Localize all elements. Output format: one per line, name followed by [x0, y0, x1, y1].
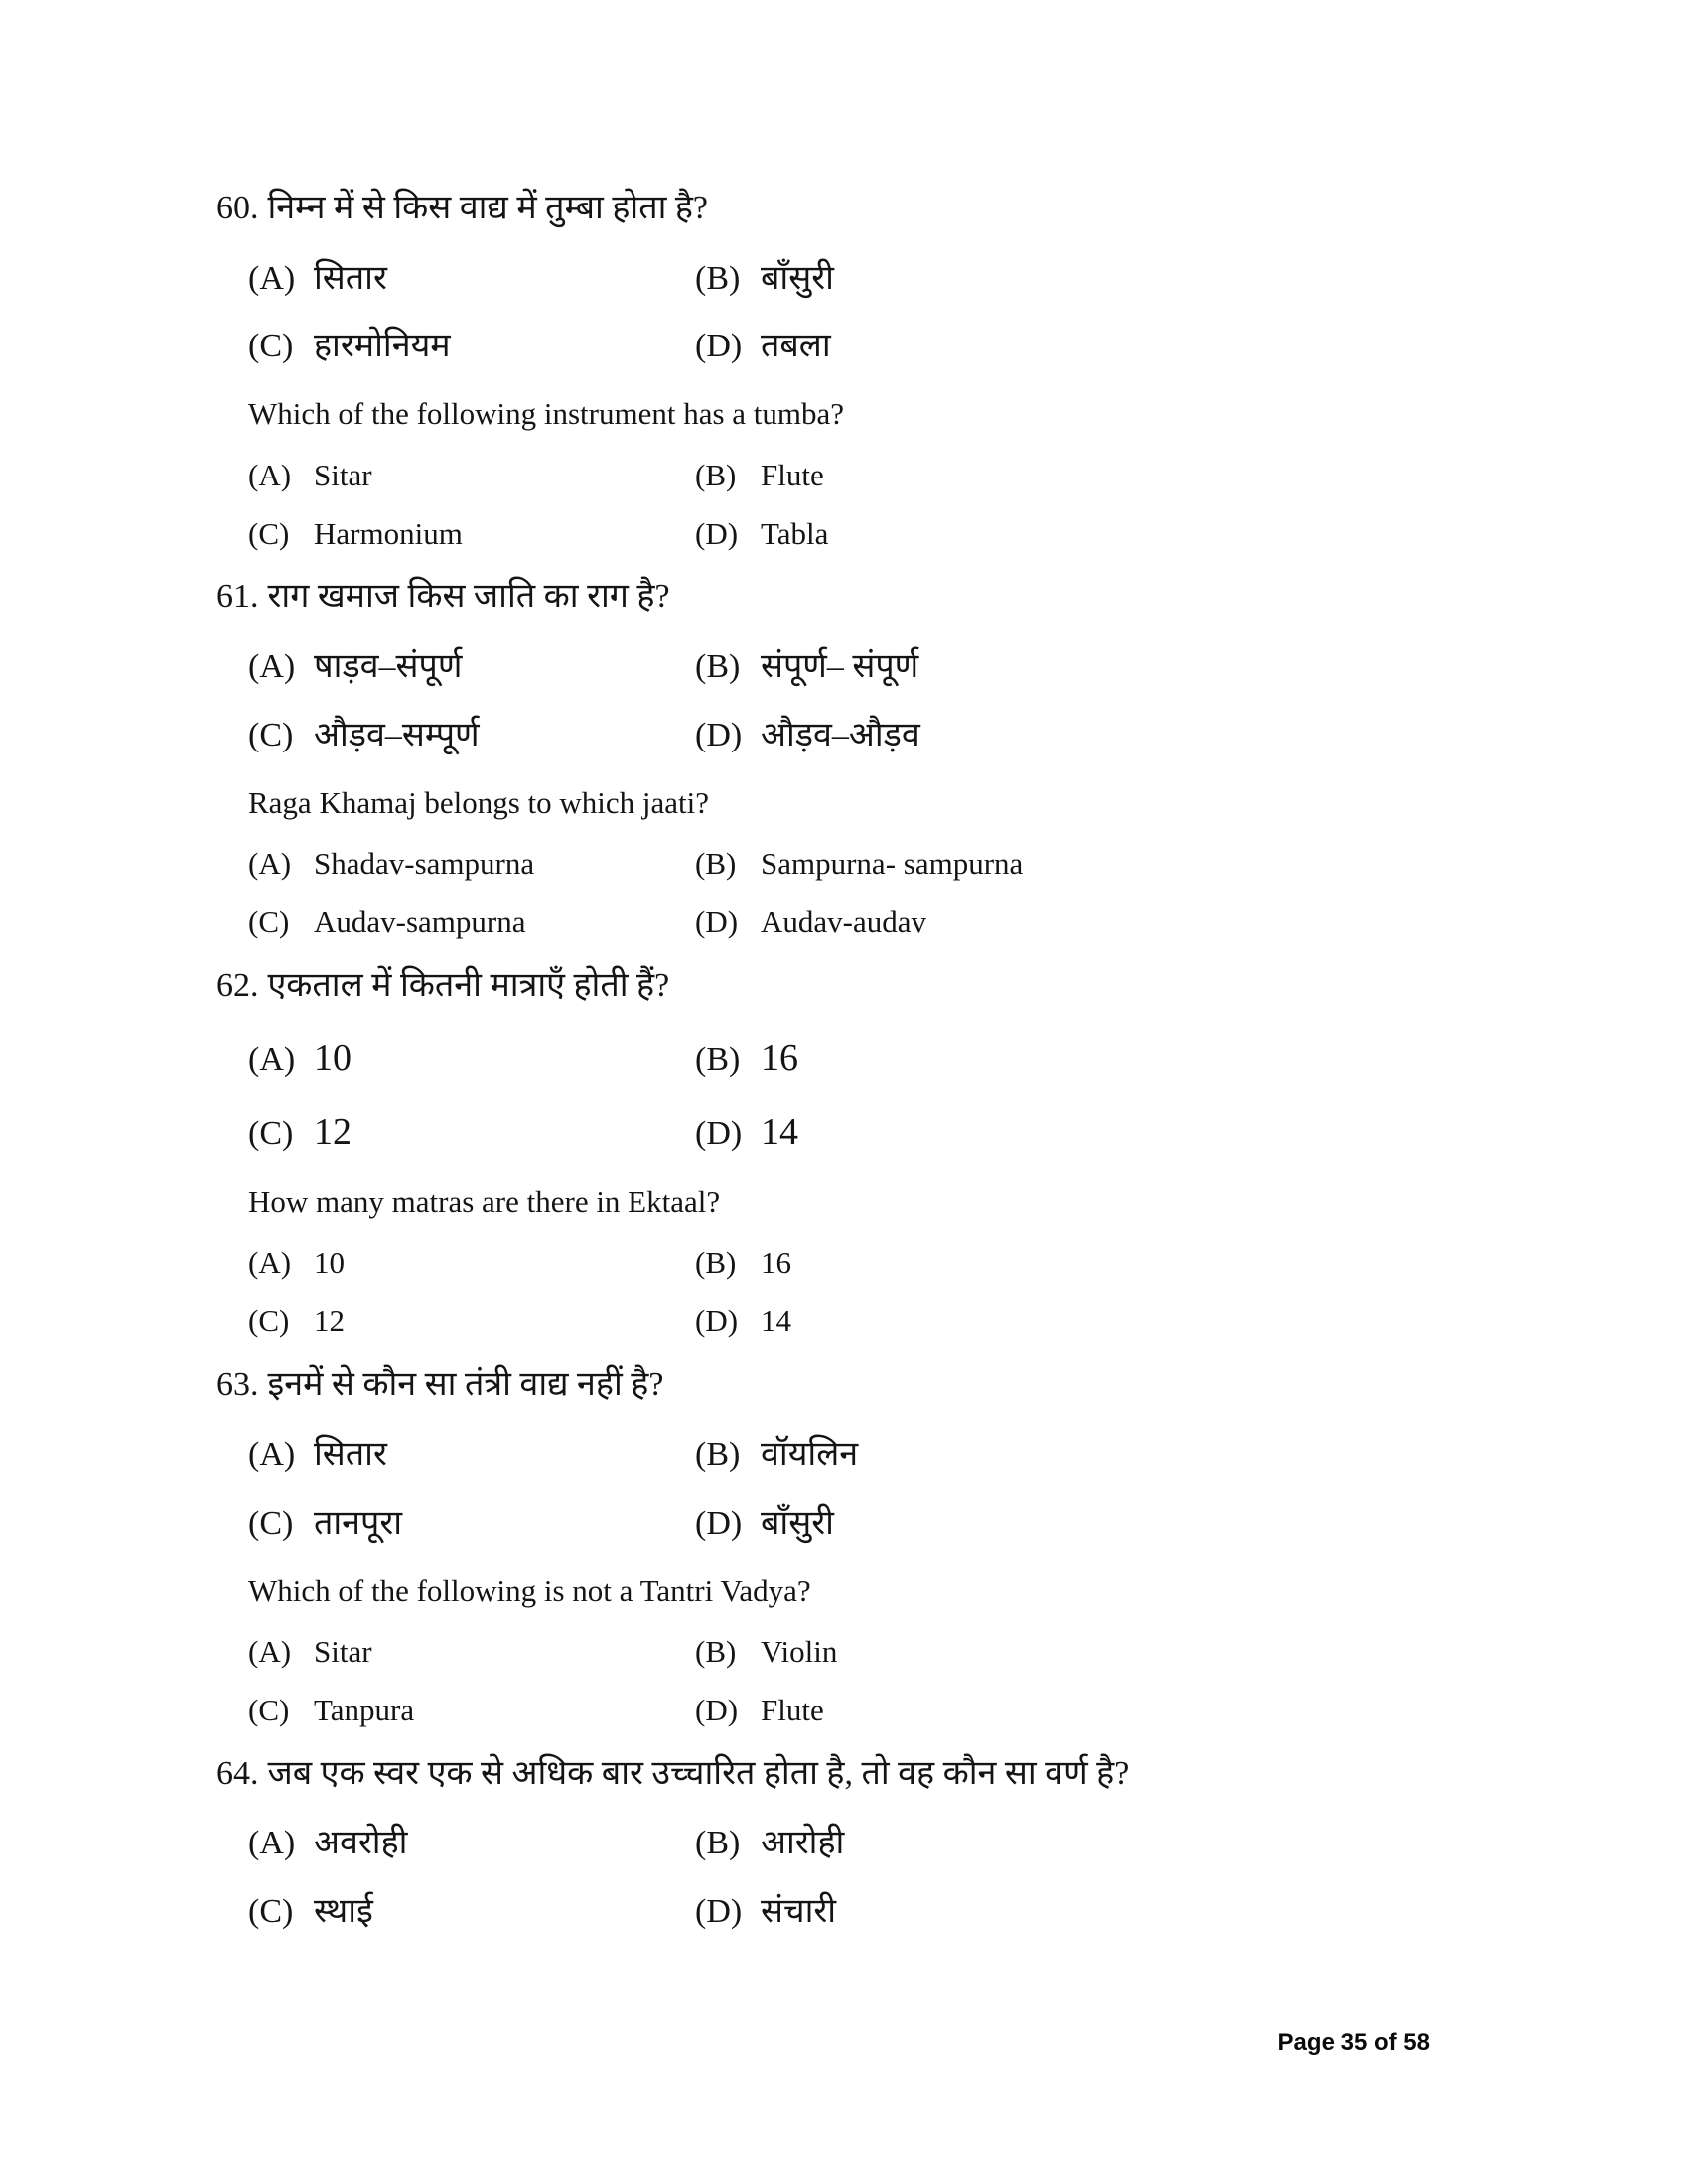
footer-current-page: 35 [1340, 2029, 1368, 2056]
option-d-text: संचारी [761, 1893, 837, 1931]
option-c-text: औड़व–सम्पूर्ण [314, 716, 480, 753]
options-english [216, 843, 1497, 960]
option-d-text: Tabla [761, 515, 829, 551]
option-d-label: (D) [695, 1114, 743, 1152]
question-number: 61. [216, 578, 259, 615]
question-text-english: Which of the following is not a Tantri Vadya? [248, 1572, 811, 1608]
options-hindi [216, 1433, 1497, 1570]
option-b-text: आरोही [761, 1825, 845, 1862]
footer-of-label: of [1373, 2029, 1397, 2056]
option-c-label: (C) [248, 1692, 290, 1727]
option-d-label: (D) [695, 1504, 743, 1542]
option-c-text: Tanpura [314, 1692, 415, 1727]
option-d-text: तबला [761, 328, 831, 365]
option-b [695, 1433, 1497, 1478]
question-line-hindi [216, 962, 1497, 1010]
option-c-text: तानपूरा [314, 1504, 403, 1542]
options-hindi [216, 1033, 1497, 1181]
option-d [695, 1107, 1497, 1158]
option-c [248, 901, 695, 943]
question-line-hindi [216, 185, 1497, 232]
option-d-text: Flute [761, 1692, 824, 1727]
option-c [248, 513, 695, 555]
option-c-label: (C) [248, 904, 290, 940]
option-a-text: Sitar [314, 1633, 372, 1669]
option-b [695, 256, 1497, 302]
footer-page-label: Page [1277, 2029, 1335, 2056]
option-c-text: स्थाई [314, 1893, 373, 1931]
option-b-label: (B) [695, 1245, 737, 1281]
option-a [248, 1433, 695, 1478]
option-d-text: 14 [761, 1303, 791, 1339]
option-d [695, 1690, 1497, 1731]
option-d [695, 1300, 1497, 1342]
option-d-label: (D) [695, 1893, 743, 1931]
option-b-text: संपूर्ण– संपूर्ण [761, 648, 919, 686]
option-a [248, 644, 695, 690]
question-block-61 [216, 573, 1497, 959]
option-b [695, 1821, 1497, 1866]
option-b-label: (B) [695, 648, 741, 686]
option-c-label: (C) [248, 515, 290, 551]
question-text-hindi: जब एक स्वर एक से अधिक बार उच्चारित होता है, तो वह कौन सा वर्ण है? [267, 1754, 1130, 1792]
option-a-label: (A) [248, 457, 292, 492]
option-b-label: (B) [695, 259, 741, 297]
option-a-label: (A) [248, 1040, 296, 1078]
option-b [695, 843, 1497, 885]
option-d-label: (D) [695, 716, 743, 753]
option-d-text: Audav-audav [761, 904, 926, 940]
option-a-label: (A) [248, 1245, 292, 1281]
option-d [695, 1889, 1497, 1935]
option-c-label: (C) [248, 1504, 294, 1542]
question-text-hindi: राग खमाज किस जाति का राग है? [267, 578, 670, 615]
option-c-label: (C) [248, 1303, 290, 1339]
question-number: 60. [216, 190, 259, 226]
option-c-text: 12 [314, 1303, 345, 1339]
option-c [248, 713, 695, 758]
page-content [216, 185, 1497, 1960]
option-a-text: 10 [314, 1245, 345, 1281]
option-a [248, 1242, 695, 1284]
option-c-label: (C) [248, 1893, 294, 1931]
option-d [695, 513, 1497, 555]
option-a-text: अवरोही [314, 1825, 408, 1862]
option-d-text: 14 [761, 1110, 798, 1153]
question-line-hindi [216, 1750, 1497, 1798]
option-a-text: सितार [314, 259, 387, 297]
option-c [248, 1690, 695, 1731]
option-a-label: (A) [248, 846, 292, 882]
option-a-label: (A) [248, 1435, 296, 1473]
option-b-label: (B) [695, 1435, 741, 1473]
option-a-label: (A) [248, 259, 296, 297]
question-block-62 [216, 962, 1497, 1359]
option-c-label: (C) [248, 716, 294, 753]
page-footer [1278, 2029, 1430, 2057]
option-c-text: Harmonium [314, 515, 463, 551]
question-block-60 [216, 185, 1497, 571]
options-english [216, 1242, 1497, 1359]
option-c [248, 1501, 695, 1547]
option-a-label: (A) [248, 648, 296, 686]
option-a [248, 455, 695, 496]
question-line-hindi [216, 573, 1497, 620]
options-hindi [216, 256, 1497, 393]
option-d-label: (D) [695, 1692, 739, 1727]
question-text-english: Raga Khamaj belongs to which jaati? [248, 784, 710, 820]
option-d-text: औड़व–औड़व [761, 716, 920, 753]
option-a [248, 1821, 695, 1866]
option-b [695, 455, 1497, 496]
option-d [695, 1501, 1497, 1547]
option-d [695, 324, 1497, 369]
option-b-label: (B) [695, 1825, 741, 1862]
option-a-text: Sitar [314, 457, 372, 492]
option-c-text: 12 [314, 1110, 352, 1153]
question-line-hindi [216, 1361, 1497, 1409]
option-b [695, 644, 1497, 690]
option-d-label: (D) [695, 328, 743, 365]
option-d [695, 713, 1497, 758]
question-text-hindi: इनमें से कौन सा तंत्री वाद्य नहीं है? [267, 1366, 664, 1404]
option-a [248, 843, 695, 885]
question-text-english: How many matras are there in Ektaal? [248, 1184, 721, 1220]
option-b-label: (B) [695, 457, 737, 492]
option-c [248, 1107, 695, 1158]
option-a-label: (A) [248, 1825, 296, 1862]
option-a-text: सितार [314, 1435, 387, 1473]
option-d-label: (D) [695, 904, 739, 940]
option-c [248, 1300, 695, 1342]
question-number: 64. [216, 1754, 259, 1792]
options-english [216, 1631, 1497, 1748]
option-b-text: 16 [761, 1036, 798, 1079]
option-b-label: (B) [695, 1633, 737, 1669]
option-a [248, 1033, 695, 1084]
option-c [248, 1889, 695, 1935]
option-b-text: वॉयलिन [761, 1435, 859, 1473]
option-a [248, 256, 695, 302]
question-block-63 [216, 1361, 1497, 1747]
footer-total-pages: 58 [1403, 2029, 1430, 2056]
option-d [695, 901, 1497, 943]
option-c-label: (C) [248, 328, 294, 365]
option-c-text: हारमोनियम [314, 328, 451, 365]
question-text-hindi: एकताल में कितनी मात्राएँ होती हैं? [267, 966, 670, 1004]
option-b [695, 1631, 1497, 1673]
option-a [248, 1631, 695, 1673]
options-hindi [216, 644, 1497, 781]
option-d-label: (D) [695, 515, 739, 551]
option-b-label: (B) [695, 846, 737, 882]
question-text-english: Which of the following instrument has a tumba? [248, 396, 845, 432]
option-d-text: बाँसुरी [761, 1504, 834, 1542]
option-b-text: बाँसुरी [761, 259, 834, 297]
option-b [695, 1033, 1497, 1084]
option-a-label: (A) [248, 1633, 292, 1669]
option-b [695, 1242, 1497, 1284]
option-a-text: षाड़व–संपूर्ण [314, 648, 463, 686]
option-b-text: Violin [761, 1633, 838, 1669]
option-a-text: 10 [314, 1036, 352, 1079]
option-c-label: (C) [248, 1114, 294, 1152]
options-english [216, 455, 1497, 572]
question-text-hindi: निम्न में से किस वाद्य में तुम्बा होता है? [267, 190, 709, 226]
question-number: 62. [216, 966, 259, 1004]
option-b-label: (B) [695, 1040, 741, 1078]
option-b-text: Flute [761, 457, 824, 492]
question-number: 63. [216, 1366, 259, 1404]
option-c [248, 324, 695, 369]
question-block-64 [216, 1750, 1497, 1958]
option-d-label: (D) [695, 1303, 739, 1339]
option-b-text: Sampurna- sampurna [761, 846, 1024, 882]
option-c-text: Audav-sampurna [314, 904, 526, 940]
option-b-text: 16 [761, 1245, 791, 1281]
options-hindi [216, 1821, 1497, 1958]
option-a-text: Shadav-sampurna [314, 846, 535, 882]
